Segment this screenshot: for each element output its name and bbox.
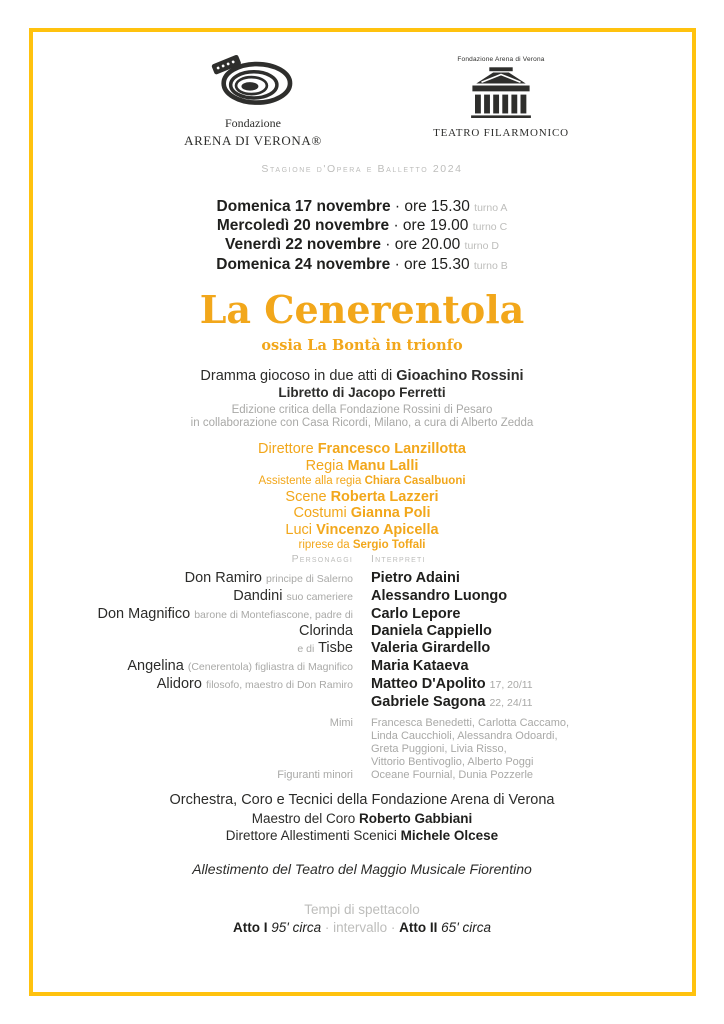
interval-separator: · intervallo ·	[324, 919, 396, 935]
performance-date	[44, 256, 680, 275]
date-day: Domenica 17 novembre	[216, 198, 391, 215]
creative-team	[44, 441, 680, 553]
figuranti-label: Figuranti minori	[277, 769, 353, 782]
cast-table	[32, 570, 692, 782]
date-turno: turno B	[473, 259, 508, 272]
cast-header-interpreti: Interpreti	[371, 553, 426, 565]
cast-performer: Daniela Cappiello	[371, 623, 492, 640]
work-genre: Dramma giocoso in due atti di	[200, 368, 393, 384]
scenic-director-line: Direttore Allestimenti Scenici Michele Olcese	[225, 828, 499, 843]
arena-di-verona-logo	[178, 54, 328, 149]
act1-label: Atto I	[232, 919, 268, 935]
orchestra-line: Orchestra, Coro e Tecnici della Fondazione Arena di Verona	[169, 792, 555, 808]
teatro-logo-name: TEATRO FILARMONICO	[433, 127, 569, 139]
cast-performer: Alessandro Luongo	[371, 587, 508, 604]
cast-character: Don Magnifico barone di Montefiascone, padre di	[97, 605, 353, 622]
act2-duration: 65' circa	[441, 919, 492, 935]
edition-line2: in collaborazione con Casa Ricordi, Milano, a cura di Alberto Zedda	[190, 417, 534, 429]
mimi-line: Linda Caucchioli, Alessandra Odoardi,	[371, 730, 558, 743]
timing-heading: Tempi di spettacolo	[304, 902, 420, 917]
amphitheater-icon	[210, 95, 296, 112]
cast-performer: Carlo Lepore	[371, 605, 461, 622]
chorus-master-name: Roberto Gabbiani	[359, 810, 473, 826]
cast-table-header	[32, 553, 692, 565]
timing-block	[44, 901, 680, 936]
teatro-logo-toptext: Fondazione Arena di Verona	[457, 56, 545, 63]
act2-label: Atto II	[399, 919, 438, 935]
teatro-filarmonico-logo	[425, 56, 577, 139]
mimi-line: Francesca Benedetti, Carlotta Caccamo,	[371, 717, 570, 730]
work-info	[44, 368, 680, 430]
cast-character: Don Ramiro principe di Salerno	[184, 570, 353, 586]
date-time: · ore 20.00	[385, 236, 461, 254]
date-day: Venerdì 22 novembre	[225, 236, 381, 254]
arena-logo-line1: Fondazione	[225, 116, 281, 130]
cast-performer: Valeria Girardello	[371, 640, 491, 657]
scenic-director-name: Michele Olcese	[400, 828, 499, 843]
edition-note	[44, 404, 680, 430]
cast-performer: Gabriele Sagona 22, 24/11	[371, 693, 533, 710]
season-label: Stagione d'Opera e Balletto 2024	[261, 163, 463, 175]
cast-character: Angelina (Cenerentola) figliastra di Magnifico	[127, 657, 353, 674]
date-time: · ore 15.30	[394, 198, 470, 215]
timing-detail	[44, 919, 680, 937]
production-block	[44, 792, 680, 845]
edition-line1: Edizione critica della Fondazione Rossini di Pesaro	[231, 404, 493, 416]
cast-performer: Pietro Adaini	[371, 570, 460, 586]
date-time: · ore 19.00	[393, 217, 469, 235]
composer-name: Gioachino Rossini	[396, 368, 524, 384]
staging-credit: Allestimento del Teatro del Maggio Musicale Fiorentino	[192, 861, 532, 877]
chorus-master-line: Maestro del Coro Roberto Gabbiani	[251, 810, 473, 826]
date-day: Domenica 24 novembre	[216, 255, 391, 273]
temple-columns-icon	[466, 105, 536, 122]
performance-date	[44, 198, 680, 217]
libretto-line: Libretto di Jacopo Ferretti	[278, 385, 446, 400]
cast-header-personaggi: Personaggi	[291, 553, 353, 565]
performance-date	[44, 217, 680, 236]
team-line-assistente: Assistente alla regia Chiara Casalbuoni	[258, 475, 466, 488]
mimi-label: Mimi	[329, 717, 353, 730]
team-line-scene: Scene Roberta Lazzeri	[285, 488, 439, 505]
opera-title: La Cenerentola	[199, 287, 525, 332]
date-turno: turno C	[472, 221, 508, 234]
work-genre-line	[44, 368, 680, 385]
mimi-line: Greta Puggioni, Livia Risso,	[371, 743, 507, 756]
date-time: · ore 15.30	[394, 255, 470, 273]
team-line-direttore: Direttore Francesco Lanzillotta	[258, 441, 466, 457]
performance-date	[44, 236, 680, 255]
cast-character: Dandini suo cameriere	[233, 587, 353, 604]
figuranti-names: Oceane Fournial, Dunia Pozzerle	[371, 769, 534, 782]
team-line-luci: Luci Vincenzo Apicella	[285, 521, 439, 538]
performance-dates	[44, 198, 680, 275]
cast-character: Clorinda	[299, 623, 353, 640]
cast-performer: Maria Kataeva	[371, 657, 469, 674]
cast-character: e di Tisbe	[297, 640, 353, 657]
act1-duration: 95' circa	[271, 919, 322, 935]
mimi-names	[371, 711, 692, 769]
cast-character	[32, 694, 353, 712]
mimi-line: Vittorio Bentivoglio, Alberto Poggi	[371, 756, 534, 769]
cast-performer: Matteo D'Apolito 17, 20/11	[371, 675, 533, 692]
arena-logo-line2: ARENA DI VERONA®	[184, 133, 322, 148]
cast-character: Alidoro filosofo, maestro di Don Ramiro	[156, 675, 353, 692]
team-line-riprese: riprese da Sergio Toffali	[298, 539, 426, 552]
date-turno: turno A	[474, 202, 508, 214]
date-turno: turno D	[464, 240, 499, 253]
opera-subtitle: ossia La Bontà in trionfo	[261, 337, 463, 354]
team-line-costumi: Costumi Gianna Poli	[293, 505, 431, 522]
team-line-regia: Regia Manu Lalli	[305, 457, 419, 474]
date-day: Mercoledì 20 novembre	[216, 217, 390, 235]
